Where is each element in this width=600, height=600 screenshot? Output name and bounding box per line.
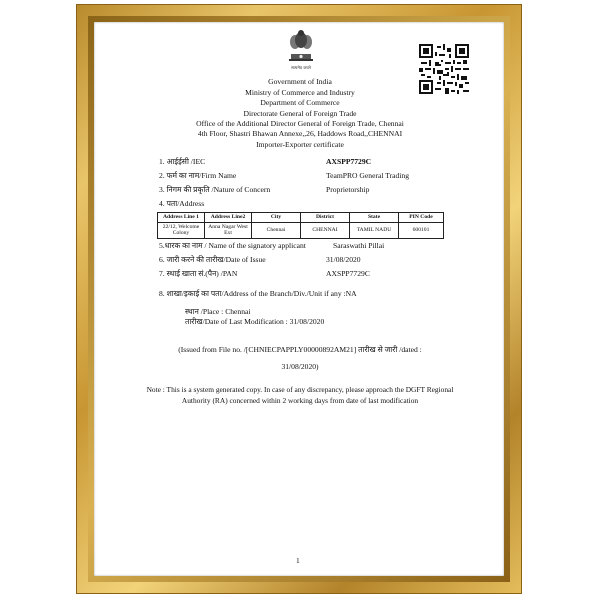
nature-of-concern-label: 3. निगम की प्रकृति /Nature of Concern — [159, 185, 271, 194]
header-government: Government of India — [268, 77, 332, 86]
address-table-header: Address Line2 — [205, 213, 252, 223]
firm-name-label: 2. फर्म का नाम/Firm Name — [159, 171, 237, 180]
table-row — [158, 222, 444, 238]
address-table — [157, 212, 444, 239]
header-office: Office of the Additional Director General of Foreign Trade, Chennai — [196, 119, 404, 128]
branch-address-label: 8. शाखा/इकाई का पता/Address of the Branch/Div./Unit if any :NA — [159, 289, 357, 298]
firm-name-value: TeamPRO General Trading — [326, 171, 409, 180]
emblem-caption: सत्यमेव जयते — [291, 65, 311, 70]
header-ministry: Ministry of Commerce and Industry — [245, 88, 355, 97]
issued-date-line: 31/08/2020) — [281, 362, 319, 371]
national-emblem-icon — [283, 28, 319, 72]
address-table-cell: CHENNAI — [301, 222, 350, 238]
address-table-header: State — [350, 213, 399, 223]
header-department: Department of Commerce — [260, 98, 340, 107]
address-table-header: PIN Code — [399, 213, 444, 223]
date-of-issue-label: 6. जारी करने की तारीख/Date of Issue — [159, 255, 266, 264]
pan-value: AXSPP7729C — [326, 269, 370, 278]
address-table-header: Address Line 1 — [158, 213, 205, 223]
system-generated-note: Note : This is a system generated copy. In case of any discrepancy, please approach the DGFT Regional Authority (RA) concerned within 2 working days from date of last modification — [146, 385, 454, 405]
iec-value: AXSPP7729C — [326, 157, 372, 166]
nature-of-concern-value: Proprietorship — [326, 185, 370, 194]
pan-label: 7. स्थाई खाता सं.(पैन) /PAN — [159, 269, 238, 278]
signatory-label: 5.धारक का नाम / Name of the signatory applicant — [159, 241, 306, 250]
issued-from-file-line: (Issued from File no. /[CHNIECPAPPLY00000892AM21] तारीख से जारी /dated : — [178, 345, 422, 354]
iec-label: 1. आईईसी /IEC — [159, 157, 206, 166]
place-line: स्थान /Place : Chennai — [185, 307, 251, 316]
header-directorate: Directorate General of Foreign Trade — [243, 109, 357, 118]
header-certificate-title: Importer-Exporter certificate — [256, 140, 344, 149]
page-number: 1 — [296, 556, 300, 565]
address-label: 4. पता/Address — [159, 199, 205, 208]
address-table-cell: Chennai — [252, 222, 301, 238]
address-table-header: District — [301, 213, 350, 223]
address-table-cell: 22/12, Welcome Colony — [158, 222, 205, 238]
address-table-cell: TAMIL NADU — [350, 222, 399, 238]
last-modification-line: तारीख/Date of Last Modification : 31/08/2020 — [185, 317, 325, 326]
header-address: 4th Floor, Shastri Bhawan Annexe,,26, Haddows Road,,CHENNAI — [197, 129, 403, 138]
address-table-header-row — [158, 213, 444, 223]
address-table-header: City — [252, 213, 301, 223]
signatory-value: Saraswathi Pillai — [333, 241, 385, 250]
address-table-cell: Anna Nagar West Ext — [205, 222, 252, 238]
date-of-issue-value: 31/08/2020 — [326, 255, 361, 264]
address-table-cell: 600101 — [399, 222, 444, 238]
